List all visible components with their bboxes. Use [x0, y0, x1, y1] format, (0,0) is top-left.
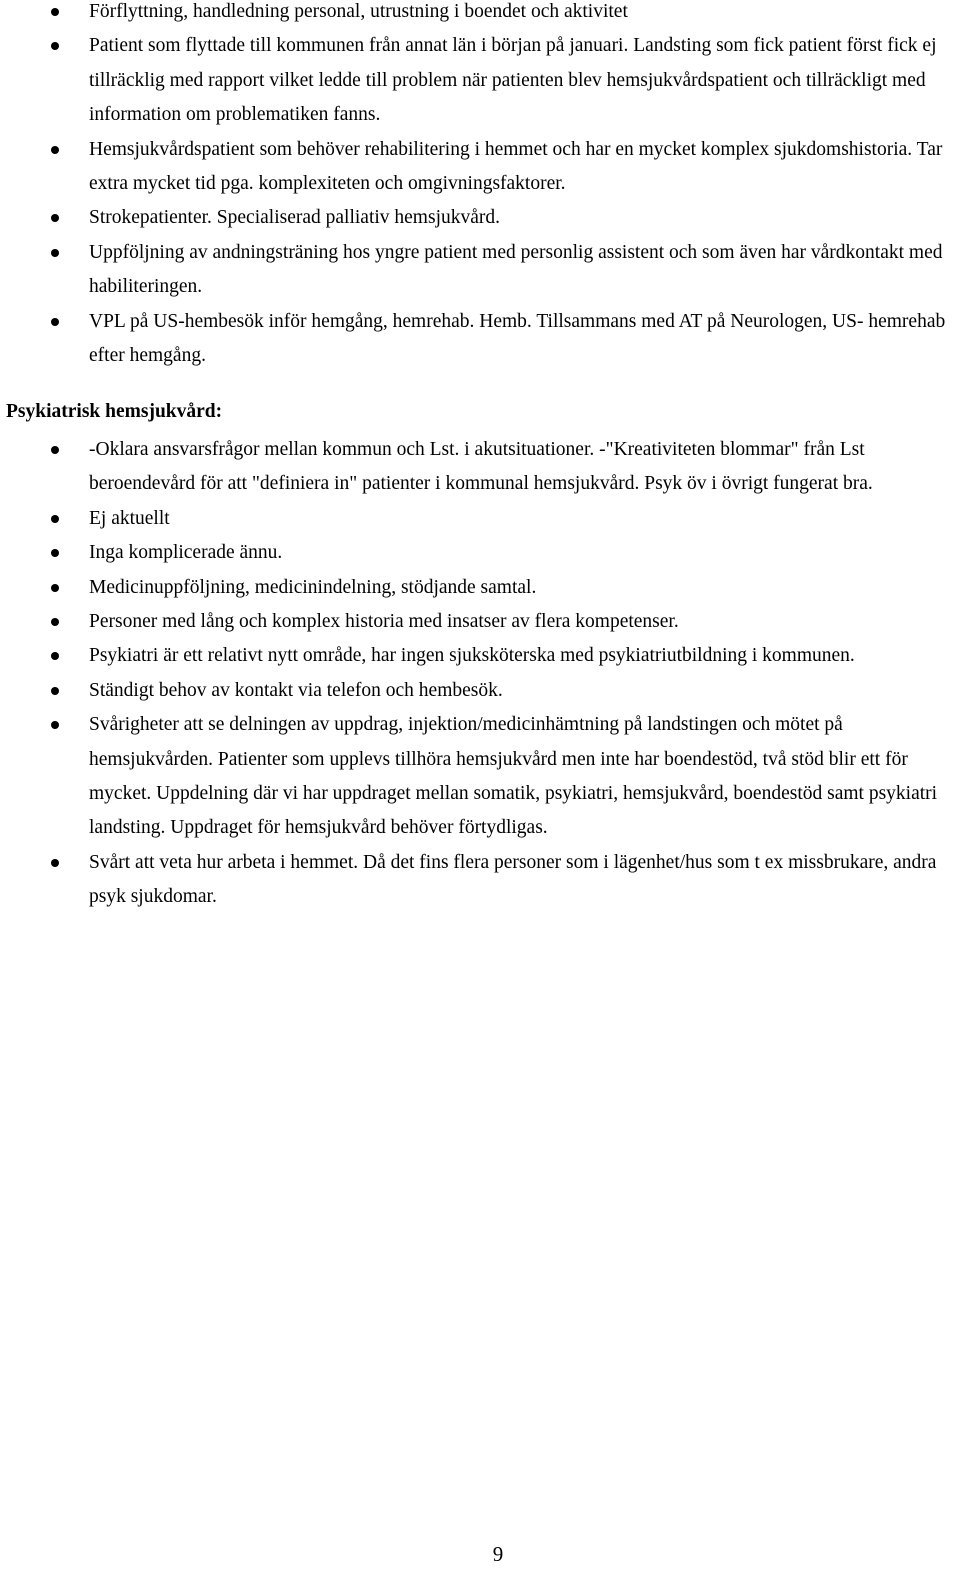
- list-item: Svårigheter att se delningen av uppdrag, injektion/medicinhämtning på landstingen och mötet på hemsjukvården. Patienter som upplevs tillhöra hemsjukvård men inte har boendestöd, två stöd blir ett för mycket. Uppdelning där vi har uppdraget mellan somatik, psykiatri, hemsjukvård, boendestöd samt psykiatri landsting. Uppdraget för hemsjukvård behöver förtydligas.: [0, 708, 960, 846]
- list-item: Medicinuppföljning, medicinindelning, stödjande samtal.: [0, 571, 960, 605]
- list-item: Ständigt behov av kontakt via telefon och hembesök.: [0, 674, 960, 708]
- list-item: Förflyttning, handledning personal, utrustning i boendet och aktivitet: [0, 0, 960, 29]
- list-item: Ej aktuellt: [0, 502, 960, 536]
- list-item: -Oklara ansvarsfrågor mellan kommun och Lst. i akutsituationer. -"Kreativiteten blommar" från Lst beroendevård för att "definiera in" patienter i kommunal hemsjukvård. Psyk öv i övrigt fungerat bra.: [0, 433, 960, 502]
- list-item: Uppföljning av andningsträning hos yngre patient med personlig assistent och som även har vårdkontakt med habiliteringen.: [0, 236, 960, 305]
- list-item: Svårt att veta hur arbeta i hemmet. Då det fins flera personer som i lägenhet/hus som t ex missbrukare, andra psyk sjukdomar.: [0, 846, 960, 915]
- home-care-list: [0, 0, 960, 373]
- list-item: Personer med lång och komplex historia med insatser av flera kompetenser.: [0, 605, 960, 639]
- list-item: Hemsjukvårdspatient som behöver rehabilitering i hemmet och har en mycket komplex sjukdomshistoria. Tar extra mycket tid pga. komplexiteten och omgivningsfaktorer.: [0, 133, 960, 202]
- page-number: 9: [492, 1542, 504, 1566]
- list-item: Strokepatienter. Specialiserad palliativ hemsjukvård.: [0, 201, 960, 235]
- section-heading-psychiatry: Psykiatrisk hemsjukvård:: [6, 401, 223, 422]
- list-item: Psykiatri är ett relativt nytt område, har ingen sjuksköterska med psykiatriutbildning i kommunen.: [0, 639, 960, 673]
- list-item: Patient som flyttade till kommunen från annat län i början på januari. Landsting som fick patient först fick ej tillräcklig med rapport vilket ledde till problem när patienten blev hemsjukvårdspatient och tillräckligt med information om problematiken fanns.: [0, 29, 960, 132]
- list-item: Inga komplicerade ännu.: [0, 536, 960, 570]
- list-item: VPL på US-hembesök inför hemgång, hemrehab. Hemb. Tillsammans med AT på Neurologen, US- hemrehab efter hemgång.: [0, 305, 960, 374]
- psychiatry-list: [0, 433, 960, 915]
